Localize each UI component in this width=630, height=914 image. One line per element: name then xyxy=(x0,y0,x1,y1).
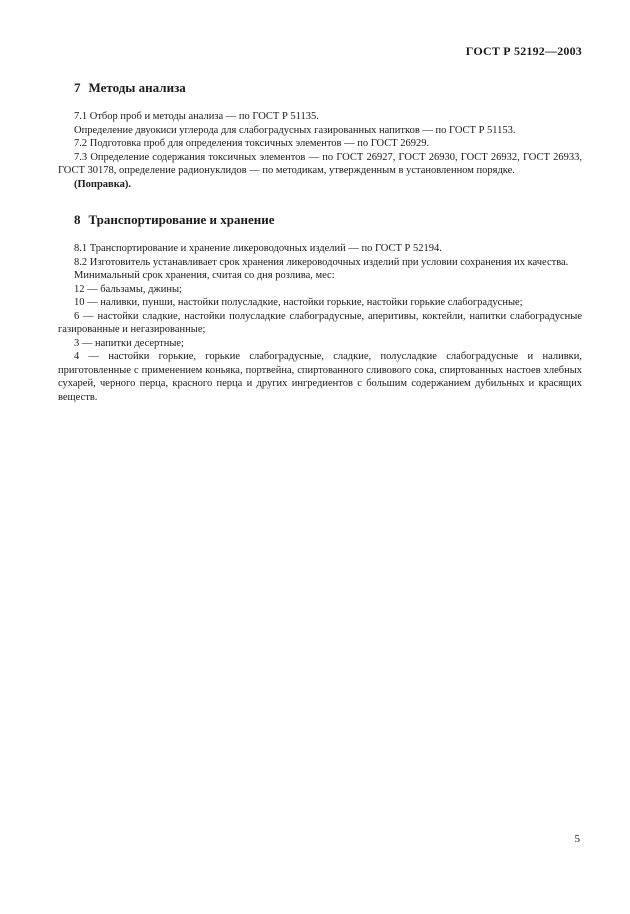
shelf-life-intro: Минимальный срок хранения, считая со дня розлива, мес: xyxy=(74,270,335,281)
paragraph-8-1: 8.1 Транспортирование и хранение ликероводочных изделий — по ГОСТ Р 52194. xyxy=(74,243,442,254)
shelf-life-12: 12 — бальзамы, джины; xyxy=(74,283,182,295)
section-7-title-text: Методы анализа xyxy=(88,80,186,95)
paragraph-8-2: 8.2 Изготовитель устанавливает срок хранения ликероводочных изделий при условии сохранения их качества. xyxy=(74,256,569,268)
paragraph-7-2: 7.2 Подготовка проб для определения токсичных элементов — по ГОСТ 26929. xyxy=(74,138,430,149)
paragraph-7-3: 7.3 Определение содержания токсичных элементов — по ГОСТ 26927, ГОСТ 26930, ГОСТ 26932, ГОСТ 26933, ГОСТ 30178, определение радионуклидов — по методикам, утвержденным в установленном порядке. xyxy=(58,151,582,176)
section-7-title xyxy=(74,80,582,96)
section-7 xyxy=(58,80,582,191)
section-8-title-text: Транспортирование и хранение xyxy=(88,212,275,227)
page-number: 5 xyxy=(574,833,580,845)
shelf-life-6: 6 — настойки сладкие, настойки полусладкие слабоградусные, аперитивы, коктейли, напитки слабоградусные газированные и негазированные; xyxy=(58,310,582,335)
paragraph-7-1-co2: Определение двуокиси углерода для слабоградусных газированных напитков — по ГОСТ Р 51153. xyxy=(74,124,516,136)
paragraph-7-1: 7.1 Отбор проб и методы анализа — по ГОСТ Р 51135. xyxy=(74,111,319,122)
section-8 xyxy=(58,212,582,404)
document-header-id: ГОСТ Р 52192—2003 xyxy=(465,44,582,58)
shelf-life-10: 10 — наливки, пунши, настойки полусладкие, настойки горькие, настойки горькие слабоградусные; xyxy=(74,297,523,308)
shelf-life-4: 4 — настойки горькие, горькие слабоградусные, сладкие, полусладкие слабоградусные и наливки, приготовленные с применением коньяка, портвейна, спиртованного сливового сока, спиртованных настоев хлебных сухарей, черного перца, красного перца и других ингредиентов с большим содержанием дубильных и красящих веществ. xyxy=(58,351,582,403)
section-8-number: 8 xyxy=(74,212,81,227)
section-8-title xyxy=(74,212,582,228)
amendment-note: (Поправка). xyxy=(74,178,131,190)
section-7-number: 7 xyxy=(74,80,81,95)
shelf-life-3: 3 — напитки десертные; xyxy=(74,337,184,349)
